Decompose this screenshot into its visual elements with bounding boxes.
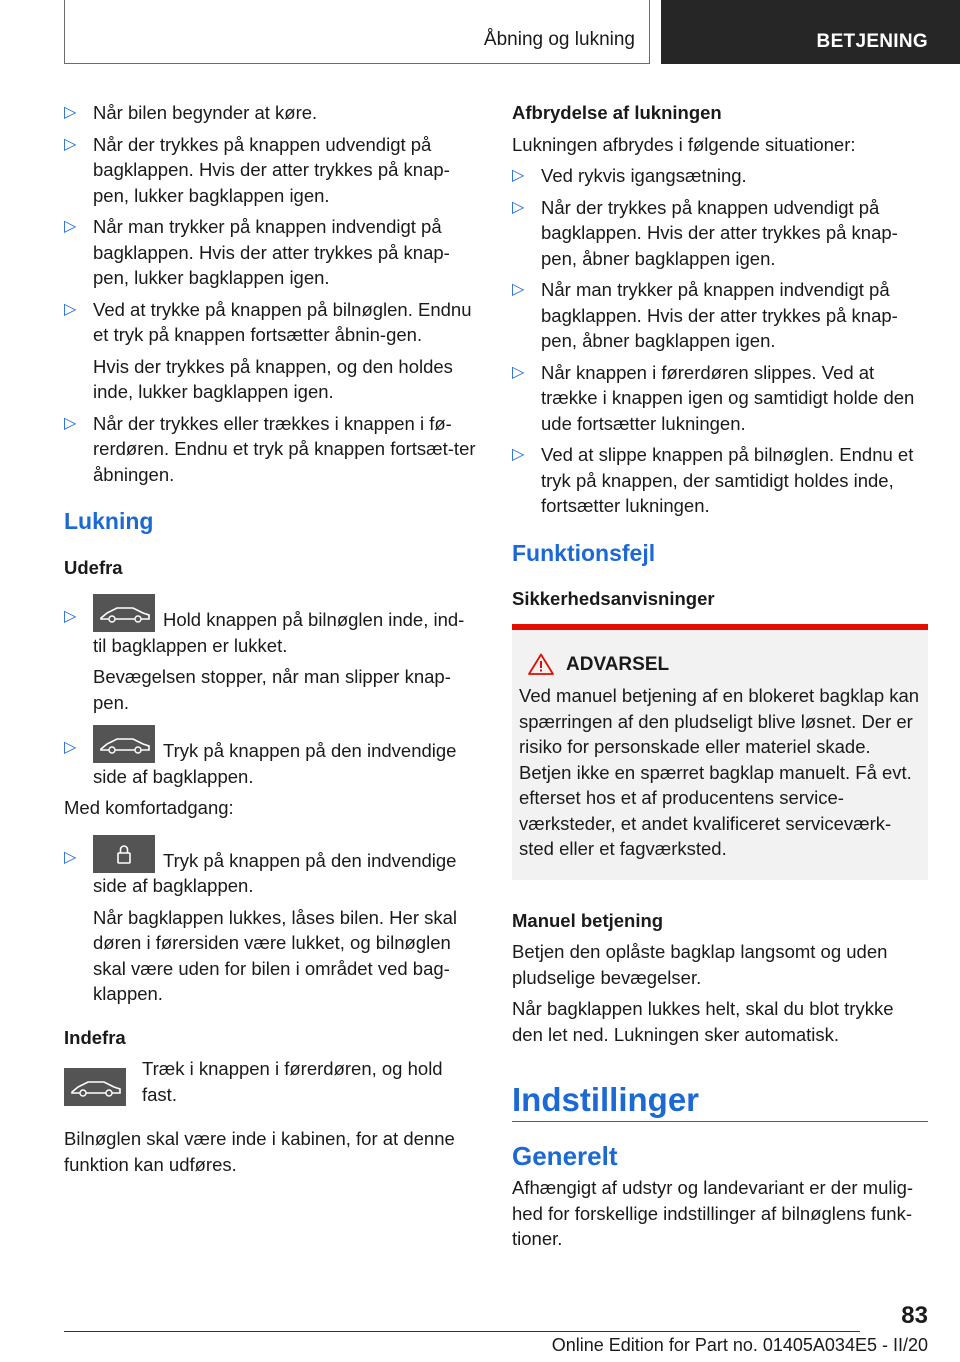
heading-lukning: Lukning [64, 508, 154, 534]
warning-triangle-icon [528, 653, 554, 675]
triangle-bullet-icon: ▷ [64, 135, 77, 153]
indefra-row: Træk i knappen i førerdøren, og hold fast. [64, 1056, 476, 1116]
triangle-bullet-icon: ▷ [512, 167, 525, 184]
header-section-title: Åbning og lukning [483, 29, 635, 50]
komfort-label: Med komfortadgang: [64, 797, 234, 818]
triangle-bullet-icon: ▷ [512, 198, 525, 216]
triangle-bullet-icon: ▷ [64, 414, 77, 432]
list-item: ▷ Når der trykkes på knappen udvendigt på bagklappen. Hvis der atter trykkes på knap-pen, lukker bagklappen igen. [64, 133, 450, 206]
footer-divider [64, 1331, 860, 1332]
triangle-bullet-icon: ▷ [64, 218, 77, 235]
afbrydelse-intro: Lukningen afbrydes i følgende situationer: [512, 133, 856, 155]
list-item: ▷ Når der trykkes eller trækkes i knappen i fø-rerdøren. Endnu et tryk på knappen fortsæt-ter åbningen. [64, 412, 476, 485]
list-item: ▷ Ved at trykke på knappen på bilnøglen. Endnu et tryk på knappen fortsætter åbnin-gen. Hvis der trykkes på knappen, og den holdes inde, lukker bagklappen igen. [64, 298, 472, 402]
subheading-udefra: Udefra [64, 556, 123, 578]
manuel-text-1: Betjen den oplåste bagklap langsomt og uden pludselige bevægelser. [512, 941, 888, 988]
right-column [512, 100, 928, 1258]
triangle-bullet-icon: ▷ [64, 300, 77, 318]
triangle-bullet-icon: ▷ [512, 281, 525, 298]
heading-funktionsfejl: Funktionsfejl [512, 539, 656, 566]
footer-edition: Online Edition for Part no. 01405A034E5 - II/20 [551, 1335, 928, 1355]
triangle-bullet-icon: ▷ [64, 848, 77, 866]
subheading-afbrydelse: Afbrydelse af lukningen [512, 102, 722, 123]
tailgate-car-icon [93, 594, 155, 632]
warning-box [512, 624, 928, 880]
tailgate-car-icon [64, 1068, 126, 1106]
list-item: ▷ Ved rykvis igangsætning. [512, 163, 928, 189]
page-number: 83 [901, 1302, 928, 1329]
list-item: ▷ Hold knappen på bilnøglen inde, ind-til bagklappen er lukket. Bevægelsen stopper, når man slipper knap-pen. [64, 594, 476, 715]
heading-generelt: Generelt [512, 1140, 618, 1171]
triangle-bullet-icon: ▷ [64, 739, 77, 756]
header-chapter-box [661, 0, 960, 64]
list-item: ▷ Når man trykker på knappen indvendigt på bagklappen. Hvis der atter trykkes på knap-pen, åbner bagklappen igen. [512, 279, 898, 351]
final-note: Bilnøglen skal være inde i kabinen, for at denne funktion kan udføres. [64, 1128, 455, 1175]
list-item: ▷ Når man trykker på knappen indvendigt på bagklappen. Hvis der atter trykkes på knap-pen, lukker bagklappen igen. [64, 216, 450, 288]
tailgate-car-icon [93, 725, 155, 763]
list-item: ▷ Ved at slippe knappen på bilnøglen. Endnu et tryk på knappen, der samtidigt holdes inde, fortsætter lukningen. [512, 444, 914, 516]
subheading-manuel: Manuel betjening [512, 909, 664, 931]
heading-indstillinger: Indstillinger [512, 1087, 928, 1122]
triangle-bullet-icon: ▷ [64, 104, 77, 121]
generelt-text: Afhængigt af udstyr og landevariant er der mulig-hed for forskellige indstillinger af bilnøglens funk-tioner. [512, 1177, 914, 1249]
list-item: ▷ Når der trykkes på knappen udvendigt på bagklappen. Hvis der atter trykkes på knap-pen, åbner bagklappen igen. [512, 196, 898, 269]
triangle-bullet-icon: ▷ [64, 608, 77, 625]
list-item: ▷ Tryk på knappen på den indvendige side af bagklappen. Når bagklappen lukkes, låses bilen. Her skal døren i førersiden være lukket, og bilnøglen skal være uden for bilen i området ved bag-klappen. [64, 835, 476, 1007]
header-section-box [64, 0, 650, 64]
lock-icon [93, 835, 155, 873]
warning-title: ADVARSEL [519, 652, 920, 678]
list-item: ▷ Tryk på knappen på den indvendige side af bagklappen. [64, 725, 476, 789]
list-item: ▷ Når bilen begynder at køre. [64, 100, 476, 126]
left-column [64, 100, 476, 1183]
triangle-bullet-icon: ▷ [512, 363, 525, 381]
header-chapter-title: BETJENING [816, 31, 928, 52]
triangle-bullet-icon: ▷ [512, 446, 525, 463]
list-item: ▷ Når knappen i førerdøren slippes. Ved at trække i knappen igen og samtidigt holde den ude fortsætter lukningen. [512, 361, 915, 434]
manuel-text-2: Når bagklappen lukkes helt, skal du blot trykke den let ned. Lukningen sker automatisk. [512, 998, 894, 1045]
subheading-sikkerhed: Sikkerhedsanvisninger [512, 588, 715, 609]
warning-text: Ved manuel betjening af en blokeret bagklap kan spærringen af den pludseligt blive løsnet. Der er risiko for personskade eller materiel skade. Betjen ikke en spærret bagklap manuelt. Få evt. efterset hos et af producentens service-værksteder, et andet kvalificeret serviceværk-sted eller et fagværksted. [519, 685, 920, 859]
subheading-indefra: Indefra [64, 1026, 126, 1048]
